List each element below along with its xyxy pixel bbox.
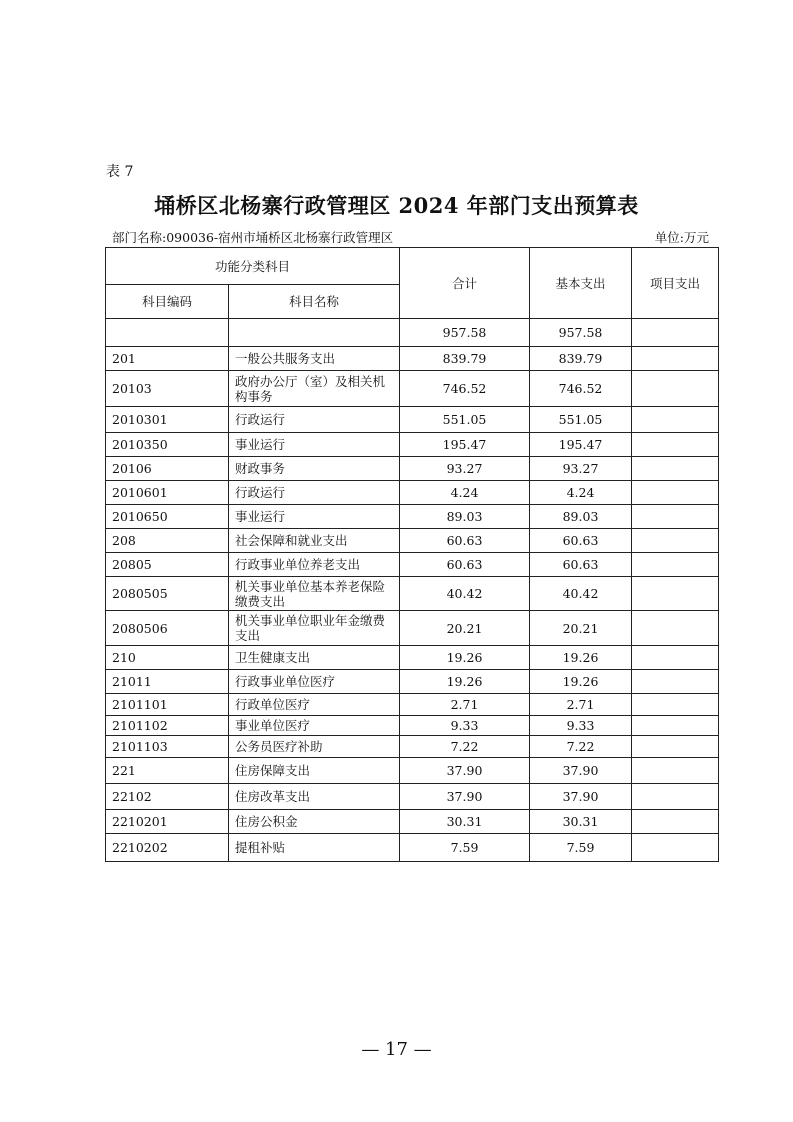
row-basic: 20.21 — [530, 611, 632, 646]
table-label: 表 7 — [106, 164, 134, 180]
row-code: 2101101 — [106, 694, 229, 716]
department-label: 部门名称:090036-宿州市埇桥区北杨寨行政管理区 — [112, 230, 394, 245]
row-total: 20.21 — [400, 611, 530, 646]
table-row — [106, 319, 719, 347]
table-row — [106, 505, 719, 529]
row-name: 机关事业单位基本养老保险缴费支出 — [229, 577, 400, 611]
row-code: 208 — [106, 529, 229, 553]
row-total: 839.79 — [400, 347, 530, 371]
row-total: 2.71 — [400, 694, 530, 716]
row-total: 37.90 — [400, 758, 530, 784]
row-project — [632, 407, 719, 433]
row-project — [632, 371, 719, 407]
row-code: 221 — [106, 758, 229, 784]
row-total: 89.03 — [400, 505, 530, 529]
row-basic: 93.27 — [530, 457, 632, 481]
table-row — [106, 481, 719, 505]
row-basic: 839.79 — [530, 347, 632, 371]
row-basic: 40.42 — [530, 577, 632, 611]
table-row — [106, 371, 719, 407]
row-basic: 4.24 — [530, 481, 632, 505]
row-name: 提租补贴 — [229, 834, 400, 862]
row-total: 746.52 — [400, 371, 530, 407]
row-project — [632, 529, 719, 553]
table-row — [106, 611, 719, 646]
header-code: 科目编码 — [106, 285, 229, 319]
row-basic: 7.22 — [530, 736, 632, 758]
row-name: 行政事业单位医疗 — [229, 670, 400, 694]
row-project — [632, 716, 719, 736]
row-basic: 9.33 — [530, 716, 632, 736]
row-project — [632, 784, 719, 810]
table-row — [106, 529, 719, 553]
row-name: 卫生健康支出 — [229, 646, 400, 670]
table-row — [106, 407, 719, 433]
row-basic: 19.26 — [530, 670, 632, 694]
row-code: 201 — [106, 347, 229, 371]
row-code — [106, 319, 229, 347]
row-total: 957.58 — [400, 319, 530, 347]
table-row — [106, 810, 719, 834]
row-code: 21011 — [106, 670, 229, 694]
table-row — [106, 736, 719, 758]
row-project — [632, 758, 719, 784]
row-project — [632, 505, 719, 529]
row-project — [632, 347, 719, 371]
row-code: 20103 — [106, 371, 229, 407]
row-code: 2210202 — [106, 834, 229, 862]
budget-table — [105, 247, 719, 862]
row-code: 2010650 — [106, 505, 229, 529]
row-total: 7.22 — [400, 736, 530, 758]
table-row — [106, 758, 719, 784]
row-name: 事业单位医疗 — [229, 716, 400, 736]
header-category: 功能分类科目 — [106, 248, 400, 285]
row-name: 住房公积金 — [229, 810, 400, 834]
row-code: 20106 — [106, 457, 229, 481]
row-total: 30.31 — [400, 810, 530, 834]
row-project — [632, 694, 719, 716]
row-basic: 957.58 — [530, 319, 632, 347]
row-basic: 195.47 — [530, 433, 632, 457]
header-basic: 基本支出 — [530, 248, 632, 319]
row-name: 住房保障支出 — [229, 758, 400, 784]
row-code: 2080505 — [106, 577, 229, 611]
row-name: 机关事业单位职业年金缴费支出 — [229, 611, 400, 646]
row-code: 22102 — [106, 784, 229, 810]
row-name: 事业运行 — [229, 433, 400, 457]
row-total: 93.27 — [400, 457, 530, 481]
row-basic: 19.26 — [530, 646, 632, 670]
row-code: 2101102 — [106, 716, 229, 736]
table-row — [106, 834, 719, 862]
page-title: 埇桥区北杨寨行政管理区 2024 年部门支出预算表 — [154, 193, 639, 218]
row-project — [632, 834, 719, 862]
row-code: 20805 — [106, 553, 229, 577]
row-name: 行政事业单位养老支出 — [229, 553, 400, 577]
table-row — [106, 433, 719, 457]
row-name — [229, 319, 400, 347]
row-name: 事业运行 — [229, 505, 400, 529]
table-row — [106, 553, 719, 577]
row-basic: 30.31 — [530, 810, 632, 834]
row-code: 2210201 — [106, 810, 229, 834]
table-row — [106, 646, 719, 670]
row-total: 7.59 — [400, 834, 530, 862]
row-name: 社会保障和就业支出 — [229, 529, 400, 553]
row-name: 一般公共服务支出 — [229, 347, 400, 371]
row-project — [632, 319, 719, 347]
row-project — [632, 481, 719, 505]
row-project — [632, 577, 719, 611]
row-project — [632, 611, 719, 646]
row-code: 210 — [106, 646, 229, 670]
table-row — [106, 577, 719, 611]
row-basic: 7.59 — [530, 834, 632, 862]
row-project — [632, 810, 719, 834]
row-total: 195.47 — [400, 433, 530, 457]
row-basic: 60.63 — [530, 553, 632, 577]
row-total: 40.42 — [400, 577, 530, 611]
row-total: 9.33 — [400, 716, 530, 736]
page-number: — 17 — — [361, 1039, 432, 1060]
row-project — [632, 670, 719, 694]
table-row — [106, 347, 719, 371]
table-row — [106, 670, 719, 694]
row-code: 2010350 — [106, 433, 229, 457]
row-total: 60.63 — [400, 529, 530, 553]
table-row — [106, 716, 719, 736]
row-name: 住房改革支出 — [229, 784, 400, 810]
row-project — [632, 433, 719, 457]
row-basic: 37.90 — [530, 758, 632, 784]
row-code: 2010301 — [106, 407, 229, 433]
row-total: 19.26 — [400, 646, 530, 670]
row-code: 2101103 — [106, 736, 229, 758]
row-basic: 746.52 — [530, 371, 632, 407]
row-project — [632, 646, 719, 670]
row-basic: 2.71 — [530, 694, 632, 716]
unit-label: 单位:万元 — [654, 230, 709, 245]
row-name: 政府办公厅（室）及相关机构事务 — [229, 371, 400, 407]
row-basic: 37.90 — [530, 784, 632, 810]
row-name: 财政事务 — [229, 457, 400, 481]
row-total: 4.24 — [400, 481, 530, 505]
row-basic: 551.05 — [530, 407, 632, 433]
row-name: 公务员医疗补助 — [229, 736, 400, 758]
row-total: 60.63 — [400, 553, 530, 577]
row-total: 37.90 — [400, 784, 530, 810]
table-row — [106, 694, 719, 716]
row-basic: 60.63 — [530, 529, 632, 553]
row-project — [632, 736, 719, 758]
row-project — [632, 457, 719, 481]
row-total: 551.05 — [400, 407, 530, 433]
row-name: 行政运行 — [229, 481, 400, 505]
header-name: 科目名称 — [229, 285, 400, 319]
table-row — [106, 784, 719, 810]
row-code: 2080506 — [106, 611, 229, 646]
header-project: 项目支出 — [632, 248, 719, 319]
row-project — [632, 553, 719, 577]
table-row — [106, 457, 719, 481]
header-total: 合计 — [400, 248, 530, 319]
row-code: 2010601 — [106, 481, 229, 505]
row-name: 行政运行 — [229, 407, 400, 433]
row-basic: 89.03 — [530, 505, 632, 529]
row-name: 行政单位医疗 — [229, 694, 400, 716]
row-total: 19.26 — [400, 670, 530, 694]
